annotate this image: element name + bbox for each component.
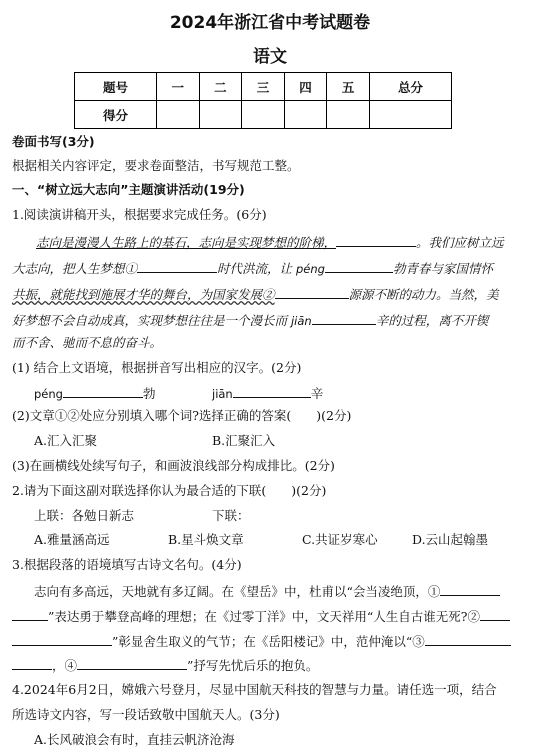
q1-sub1-answers <box>34 385 155 401</box>
q3-text: 志向有多高远，天地就有多辽阔。在《望岳》中，杜甫以“会当凌绝顶，① <box>34 584 441 599</box>
q3-blank-2[interactable] <box>480 608 510 621</box>
handwriting-desc: 根据相关内容评定，要求卷面整洁，书写规范工整。 <box>12 158 300 173</box>
q1-stem: 1.阅读演讲稿开头，根据要求完成任务。(6分) <box>12 207 267 222</box>
q3-stem: 3.根据段落的语境填写古诗文名句。(4分) <box>12 557 242 572</box>
score-table-header-row <box>75 73 452 101</box>
q1-sub1-char-b: 辛 <box>310 386 324 401</box>
score-input-cell[interactable] <box>284 101 327 129</box>
subject-title: 语文 <box>253 47 287 67</box>
q3-line1 <box>34 583 500 599</box>
q3-blank-4[interactable] <box>77 657 187 670</box>
score-input-cell[interactable] <box>327 101 370 129</box>
q2-option-b[interactable]: B.星斗焕文章 <box>168 532 244 547</box>
q3-text: ”彰显舍生取义的气节；在《岳阳楼记》中，范仲淹以“③ <box>112 634 425 649</box>
q1-sub1-pinyin-b: jiān <box>212 387 233 401</box>
q1-sub2-option-a[interactable]: A.汇入汇聚 <box>34 433 98 448</box>
q1-passage-text: 大志向，把人生梦想① <box>12 261 138 276</box>
q1-passage-text: 时代洪流，让 <box>217 261 296 276</box>
q1-pinyin-blank[interactable] <box>312 312 376 325</box>
q1-passage-wavy: 共振，就能找到施展才华的舞台，为国家发展② <box>12 287 275 302</box>
q3-blank-2-cont[interactable] <box>12 633 112 646</box>
q1-passage-text: 好梦想不会自动成真，实现梦想往往是一个漫长而 <box>12 313 291 328</box>
q3-line2 <box>12 608 510 624</box>
q3-line3 <box>12 633 511 649</box>
q4-option-a[interactable]: A.长风破浪会有时，直挂云帆济沧海 <box>34 732 235 747</box>
q1-passage-line5: 而不舍、驰而不息的奋斗。 <box>12 335 163 350</box>
score-cell: 一 <box>156 73 199 101</box>
score-table-score-row <box>75 101 452 129</box>
q2-option-a[interactable]: A.雅量涵高远 <box>34 532 110 547</box>
q1-blank-2[interactable] <box>275 286 349 299</box>
q2-stem: 2.请为下面这副对联选择你认为最合适的下联( )(2分) <box>12 483 327 498</box>
q1-passage-text: 辛的过程，离不开锲 <box>375 313 489 328</box>
q1-passage-text: 勃青春与家国情怀 <box>392 261 493 276</box>
q1-passage-line1 <box>36 234 504 250</box>
q1-passage-line2 <box>12 260 493 276</box>
score-input-cell[interactable] <box>156 101 199 129</box>
q1-sub2: (2)文章①②处应分别填入哪个词?选择正确的答案( )(2分) <box>12 408 352 423</box>
q1-passage-underlined: 志向是漫漫人生路上的基石，志向是实现梦想的阶梯， <box>36 235 337 250</box>
q1-sub3: (3)在画横线处续写句子，和画波浪线部分构成排比。(2分) <box>12 458 335 473</box>
q3-blank-1-cont[interactable] <box>12 608 48 621</box>
q1-sub1-blank-a[interactable] <box>63 385 143 398</box>
q1-sub1: (1) 结合上文语境，根据拼音写出相应的汉字。(2分) <box>12 360 302 375</box>
score-cell: 五 <box>327 73 370 101</box>
score-cell: 总分 <box>369 73 451 101</box>
q1-passage-text: 源源不断的动力。当然，美 <box>348 287 499 302</box>
q2-option-d[interactable]: D.云山起翰墨 <box>412 532 489 547</box>
q1-passage-text: 。我们应树立远 <box>416 235 504 250</box>
score-input-cell[interactable] <box>199 101 242 129</box>
q4-line1: 4.2024年6月2日，嫦娥六号登月，尽显中国航天科技的智慧与力量。请任选一项，结合 <box>12 682 497 697</box>
score-cell: 三 <box>242 73 285 101</box>
q1-sub1-pinyin-a: péng <box>34 387 63 401</box>
section1-heading: 一、“树立远大志向”主题演讲活动(19分) <box>12 182 245 197</box>
score-table <box>74 72 452 129</box>
q3-text: ”抒写先忧后乐的抱负。 <box>187 658 319 673</box>
score-input-cell[interactable] <box>242 101 285 129</box>
q3-blank-3-cont[interactable] <box>12 657 52 670</box>
q3-blank-1[interactable] <box>440 583 500 596</box>
q1-sub1-answers-b <box>212 385 323 401</box>
score-input-cell[interactable] <box>369 101 451 129</box>
score-cell: 题号 <box>75 73 157 101</box>
q1-pinyin: jiān <box>290 314 312 328</box>
exam-title: 2024年浙江省中考试题卷 <box>169 13 371 33</box>
score-cell: 四 <box>284 73 327 101</box>
q1-sub1-char-a: 勃 <box>142 386 156 401</box>
q1-pinyin: péng <box>296 262 325 276</box>
q2-upper: 上联：各勉日新志 <box>34 508 135 523</box>
q1-sub1-blank-b[interactable] <box>233 385 311 398</box>
q4-line2: 所选诗文内容，写一段话致敬中国航天人。(3分) <box>12 707 280 722</box>
q1-continue-blank[interactable] <box>336 234 416 247</box>
q3-blank-3[interactable] <box>425 633 511 646</box>
q1-sub2-option-b[interactable]: B.汇聚汇入 <box>212 433 276 448</box>
score-cell: 二 <box>199 73 242 101</box>
q1-pinyin-blank[interactable] <box>325 260 393 273</box>
q3-text: ”表达勇于攀登高峰的理想；在《过零丁洋》中，文天祥用“人生自古谁无死?② <box>48 609 480 624</box>
q2-lower: 下联： <box>212 508 250 523</box>
score-cell: 得分 <box>75 101 157 129</box>
q2-option-c[interactable]: C.共证岁寒心 <box>302 532 378 547</box>
q3-line4 <box>12 657 318 673</box>
q1-passage-line4 <box>12 312 488 328</box>
q1-blank-1[interactable] <box>137 260 217 273</box>
handwriting-heading: 卷面书写(3分) <box>12 134 95 149</box>
q3-text: ，④ <box>52 658 78 673</box>
q1-passage-line3 <box>12 286 499 302</box>
